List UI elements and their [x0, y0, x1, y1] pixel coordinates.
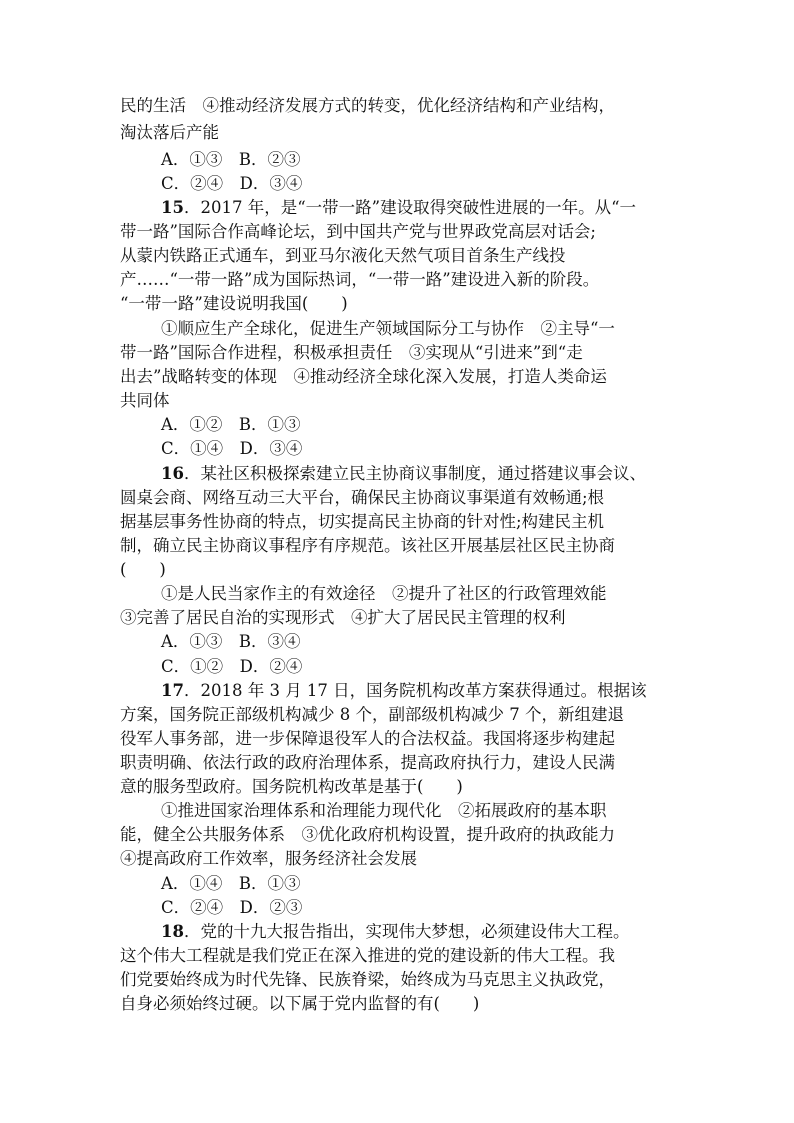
text-line: ①是人民当家作主的有效途径 ②提升了社区的行政管理效能: [161, 584, 607, 603]
option-line: C．②④ D．②③: [161, 898, 303, 917]
text-line: 带一路”国际合作进程，积极承担责任 ③实现从“引进来”到“走: [120, 343, 583, 362]
text-line: 能，健全公共服务体系 ③优化政府机构设置，提升政府的执政能力: [120, 825, 615, 844]
question-number: 16: [161, 464, 184, 483]
text-line: ①推进国家治理体系和治理能力现代化 ②拓展政府的基本职: [161, 801, 607, 820]
option-line: C．①④ D．③④: [161, 439, 303, 458]
option-line: A．①③ B．③④: [161, 632, 301, 651]
text-line: ( ): [120, 560, 166, 579]
question-15-line: [161, 196, 636, 220]
question-text: ．2017 年，是“一带一路”建设取得突破性进展的一年。从“一: [183, 198, 637, 217]
text-line: “一带一路”建设说明我国( ): [120, 294, 348, 313]
text-line: 意的服务型政府。国务院机构改革是基于( ): [120, 777, 463, 796]
option-line: C．②④ D．③④: [161, 174, 303, 193]
text-line: ④提高政府工作效率，服务经济社会发展: [120, 849, 417, 868]
option-line: A．①② B．①③: [161, 415, 301, 434]
option-line: A．①④ B．①③: [161, 874, 301, 893]
question-text: ．2018 年 3 月 17 日，国务院机构改革方案获得通过。根据该: [183, 681, 647, 700]
question-18-line: [161, 920, 629, 944]
text-line: 带一路”国际合作高峰论坛，到中国共产党与世界政党高层对话会;: [120, 222, 596, 241]
question-17-line: [161, 679, 647, 703]
option-line: A．①③ B．②③: [161, 150, 301, 169]
text-line: 淘汰落后产能: [120, 123, 219, 142]
question-number: 15: [161, 198, 184, 217]
text-line: 据基层事务性协商的特点，切实提高民主协商的针对性;构建民主机: [120, 512, 605, 531]
text-line: ①顺应生产全球化，促进生产领域国际分工与协作 ②主导“一: [161, 319, 615, 338]
text-line: 民的生活 ④推动经济发展方式的转变，优化经济结构和产业结构，: [120, 96, 615, 115]
text-line: 们党要始终成为时代先锋、民族脊梁，始终成为马克思主义执政党，: [120, 970, 615, 989]
text-line: 自身必须始终过硬。以下属于党内监督的有( ): [120, 994, 480, 1013]
question-number: 18: [161, 922, 184, 941]
text-line: 从蒙内铁路正式通车，到亚马尔液化天然气项目首条生产线投: [120, 246, 566, 265]
text-line: 这个伟大工程就是我们党正在深入推进的党的建设新的伟大工程。我: [120, 946, 615, 965]
question-text: ．党的十九大报告指出，实现伟大梦想，必须建设伟大工程。: [183, 922, 630, 941]
text-line: 职责明确、依法行政的政府治理体系，提高政府执行力，建设人民满: [120, 753, 615, 772]
text-line: 圆桌会商、网络互动三大平台，确保民主协商议事渠道有效畅通;根: [120, 488, 605, 507]
text-line: ③完善了居民自治的实现形式 ④扩大了居民民主管理的权利: [120, 608, 566, 627]
text-line: 制，确立民主协商议事程序有序规范。该社区开展基层社区民主协商: [120, 536, 615, 555]
text-line: 方案，国务院正部级机构减少 8 个，副部级机构减少 7 个，新组建退: [120, 705, 624, 724]
question-number: 17: [161, 681, 184, 700]
question-16-line: [161, 462, 646, 486]
text-line: 产……“一带一路”成为国际热词，“一带一路”建设进入新的阶段。: [120, 270, 600, 289]
question-text: ．某社区积极探索建立民主协商议事制度，通过搭建议事会议、: [183, 464, 646, 483]
text-line: 共同体: [120, 391, 170, 410]
text-line: 出去”战略转变的体现 ④推动经济全球化深入发展，打造人类命运: [120, 367, 607, 386]
option-line: C．①② D．②④: [161, 657, 303, 676]
text-line: 役军人事务部，进一步保障退役军人的合法权益。我国将逐步构建起: [120, 729, 615, 748]
